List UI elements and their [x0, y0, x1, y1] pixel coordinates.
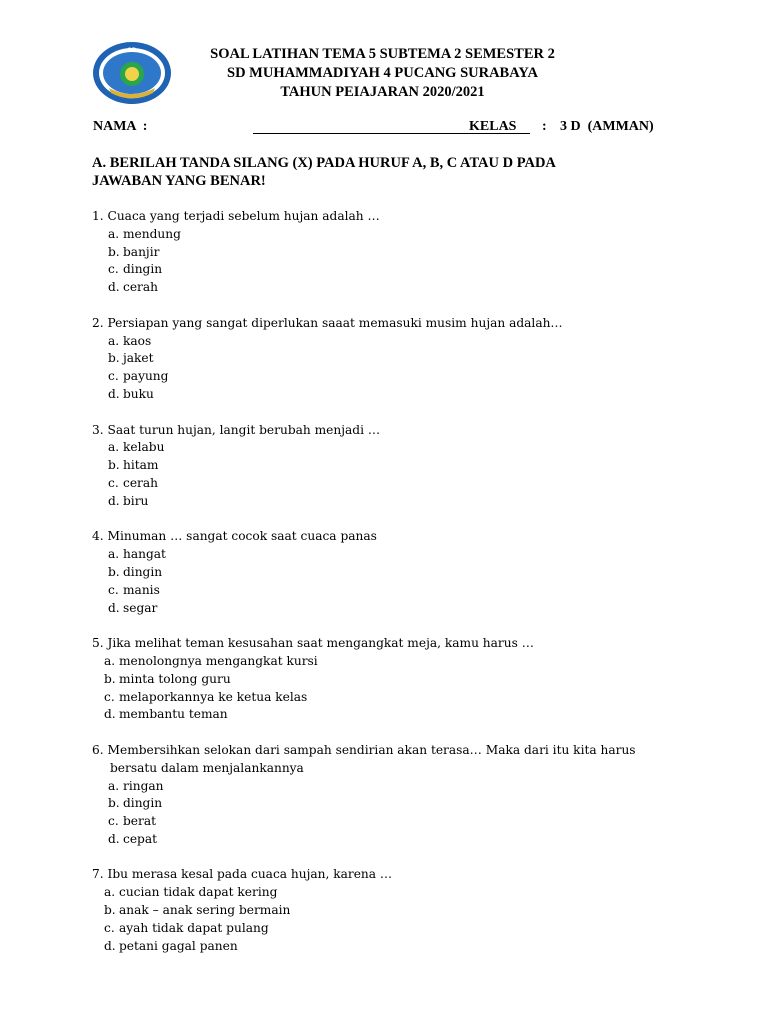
- answer-option[interactable]: [92, 333, 692, 351]
- answer-option[interactable]: [92, 493, 692, 511]
- answer-option[interactable]: [92, 244, 692, 262]
- instruction-line-2: JAWABAN YANG BENAR!: [92, 173, 266, 189]
- option-letter: b.: [104, 903, 116, 918]
- question-text: 5. Jika melihat teman kesusahan saat mengangkat meja, kamu harus …: [92, 636, 534, 651]
- answer-option[interactable]: [92, 457, 692, 475]
- option-text: segar: [123, 600, 158, 615]
- instruction-line-1: A. BERILAH TANDA SILANG (X) PADA HURUF A, B, C ATAU D PADA: [92, 155, 556, 171]
- question-text: 2. Persiapan yang sangat diperlukan saaat memasuki musim hujan adalah…: [92, 315, 563, 330]
- option-letter: d.: [108, 831, 120, 846]
- option-letter: b.: [108, 244, 120, 259]
- option-text: berat: [123, 814, 157, 829]
- option-letter: a.: [104, 885, 116, 900]
- question-text: 1. Cuaca yang terjadi sebelum hujan adalah …: [92, 209, 380, 223]
- option-text: petani gagal panen: [119, 938, 238, 953]
- class-colon: :: [542, 119, 547, 134]
- question-item: [92, 742, 692, 849]
- answer-option[interactable]: [92, 475, 692, 493]
- option-letter: a.: [108, 333, 120, 348]
- answer-option[interactable]: [92, 546, 692, 564]
- option-letter: a.: [108, 440, 120, 455]
- option-text: cerah: [123, 475, 158, 490]
- option-letter: c.: [108, 582, 119, 597]
- option-text: manis: [123, 582, 160, 597]
- header-school: SD MUHAMMADIYAH 4 PUCANG SURABAYA: [227, 65, 538, 81]
- question-text: 3. Saat turun hujan, langit berubah menjadi …: [92, 422, 381, 437]
- instruction: [92, 154, 652, 190]
- option-letter: d.: [108, 280, 120, 295]
- name-label: NAMA :: [93, 119, 148, 134]
- answer-option[interactable]: [92, 386, 692, 404]
- option-letter: a.: [108, 547, 120, 562]
- option-letter: d.: [108, 386, 120, 401]
- header-year: TAHUN PEIAJARAN 2020/2021: [280, 84, 485, 100]
- answer-option[interactable]: [92, 582, 692, 600]
- option-text: payung: [123, 369, 169, 384]
- question-text: 6. Membersihkan selokan dari sampah sendirian akan terasa… Maka dari itu kita harus: [92, 742, 636, 757]
- question-item: [92, 422, 692, 511]
- option-text: mendung: [123, 226, 181, 241]
- option-text: membantu teman: [119, 707, 228, 722]
- option-text: minta tolong guru: [119, 671, 231, 686]
- option-letter: d.: [104, 707, 116, 722]
- answer-option[interactable]: [92, 564, 692, 582]
- question-item: [92, 528, 692, 617]
- answer-option[interactable]: [92, 368, 692, 386]
- option-text: jaket: [123, 351, 154, 366]
- option-letter: c.: [108, 262, 119, 277]
- answer-option[interactable]: [92, 653, 692, 671]
- option-text: kelabu: [123, 440, 165, 455]
- answer-option[interactable]: [92, 938, 692, 956]
- question-item: [92, 315, 692, 404]
- option-text: biru: [123, 493, 149, 508]
- option-letter: d.: [108, 600, 120, 615]
- student-identity-row: [93, 119, 673, 139]
- option-text: ringan: [123, 778, 164, 793]
- question-list: [92, 208, 692, 973]
- class-value: 3 D (AMMAN): [560, 119, 654, 134]
- option-text: dingin: [123, 564, 163, 579]
- option-letter: c.: [104, 689, 115, 704]
- option-text: hitam: [123, 458, 159, 473]
- option-text: buku: [123, 386, 154, 401]
- class-label: KELAS: [469, 119, 517, 134]
- option-letter: a.: [104, 653, 116, 668]
- option-letter: a.: [108, 226, 120, 241]
- option-letter: b.: [108, 796, 120, 811]
- option-letter: b.: [104, 671, 116, 686]
- answer-option[interactable]: [92, 226, 692, 244]
- answer-option[interactable]: [92, 884, 692, 902]
- question-text: 4. Minuman … sangat cocok saat cuaca panas: [92, 529, 377, 544]
- svg-text:SD: SD: [127, 47, 137, 54]
- option-text: cepat: [123, 831, 158, 846]
- option-text: menolongnya mengangkat kursi: [119, 653, 318, 668]
- option-letter: c.: [104, 920, 115, 935]
- option-letter: d.: [104, 938, 116, 953]
- answer-option[interactable]: [92, 600, 692, 618]
- option-letter: c.: [108, 814, 119, 829]
- option-letter: c.: [108, 369, 119, 384]
- option-text: melaporkannya ke ketua kelas: [119, 689, 308, 704]
- option-letter: a.: [108, 778, 120, 793]
- option-letter: d.: [108, 493, 120, 508]
- question-item: [92, 866, 692, 955]
- answer-option[interactable]: [92, 689, 692, 707]
- answer-option[interactable]: [92, 706, 692, 724]
- option-letter: b.: [108, 351, 120, 366]
- option-text: dingin: [123, 796, 163, 811]
- option-text: kaos: [123, 333, 152, 348]
- option-text: dingin: [123, 262, 163, 277]
- option-text: hangat: [123, 547, 166, 562]
- answer-option[interactable]: [92, 920, 692, 938]
- header-title: SOAL LATIHAN TEMA 5 SUBTEMA 2 SEMESTER 2: [210, 46, 555, 62]
- option-text: banjir: [123, 244, 160, 259]
- option-text: cerah: [123, 280, 158, 295]
- option-text: anak – anak sering bermain: [119, 903, 291, 918]
- answer-option[interactable]: [92, 439, 692, 457]
- question-item: [92, 635, 692, 724]
- answer-option[interactable]: [92, 671, 692, 689]
- question-text: 7. Ibu merasa kesal pada cuaca hujan, karena …: [92, 867, 393, 882]
- document-header: [160, 45, 605, 102]
- option-letter: b.: [108, 458, 120, 473]
- option-letter: c.: [108, 475, 119, 490]
- option-text: cucian tidak dapat kering: [119, 885, 278, 900]
- option-text: ayah tidak dapat pulang: [119, 920, 269, 935]
- question-item: [92, 208, 692, 297]
- answer-option[interactable]: [92, 813, 692, 831]
- answer-option[interactable]: [92, 831, 692, 849]
- answer-option[interactable]: [92, 261, 692, 279]
- answer-option[interactable]: [92, 279, 692, 297]
- answer-option[interactable]: [92, 778, 692, 796]
- answer-option[interactable]: [92, 350, 692, 368]
- answer-option[interactable]: [92, 902, 692, 920]
- question-text-continued: bersatu dalam menjalankannya: [110, 760, 304, 775]
- option-letter: b.: [108, 564, 120, 579]
- answer-option[interactable]: [92, 795, 692, 813]
